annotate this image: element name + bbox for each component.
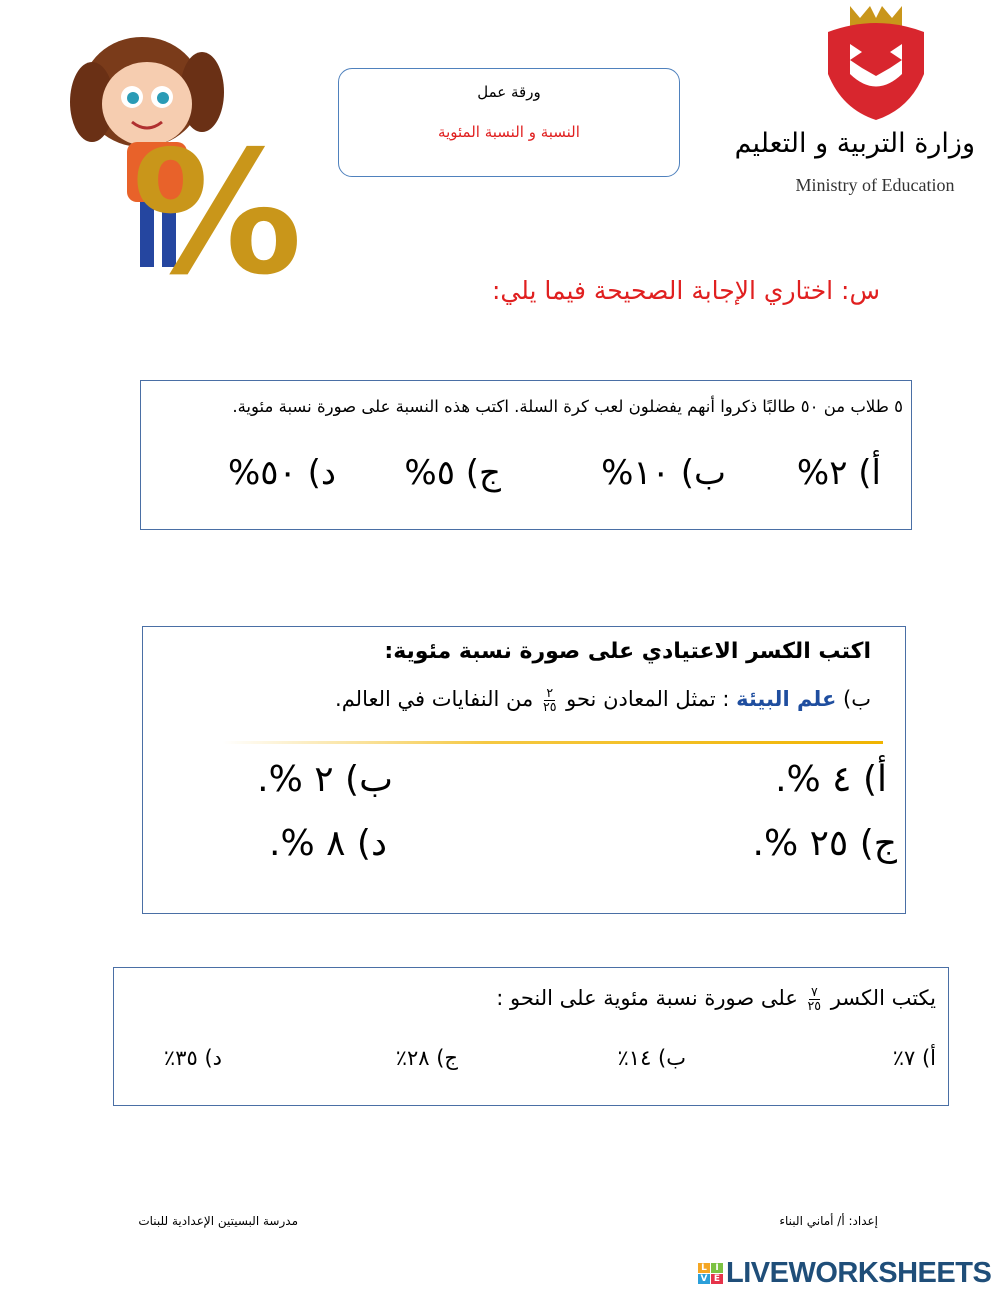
question-2-text [335,687,871,713]
badge-letter: V [698,1274,710,1284]
ministry-arabic-name: وزارة التربية و التعليم [734,128,975,159]
worksheet-topic: النسبة و النسبة المئوية [438,123,580,141]
q1-option-b[interactable]: ب) ١٠% [601,453,726,493]
q1-option-d[interactable]: د) ٥٠% [227,453,336,493]
q1-option-c[interactable]: ج) ٥% [404,453,501,493]
badge-letter: L [698,1263,710,1273]
q3-option-c[interactable]: ج) ٢٨٪ [395,1046,458,1070]
q2-option-d[interactable]: د) ٨ %. [269,823,387,864]
q3-fraction [808,986,822,1012]
worksheet-title-box [338,68,680,177]
author-credit: إعداد: أ/ أماني البناء [779,1214,878,1228]
q3-option-b[interactable]: ب) ١٤٪ [617,1046,686,1070]
q2-text-after: من النفايات في العالم. [335,687,534,712]
q2-option-b[interactable]: ب) ٢ %. [257,759,393,800]
q3-text-after: على صورة نسبة مئوية على النحو : [496,986,798,1011]
q2-highlight: علم البيئة [736,687,837,712]
question-1-box [140,380,912,530]
q2-fraction [543,687,557,713]
question-3-box [113,967,949,1106]
girl-percent-illustration [62,22,302,284]
fraction-numerator: ٧ [810,984,818,999]
fraction-denominator: ٢٥ [542,698,557,714]
q3-option-a[interactable]: أ) ٧٪ [892,1046,936,1070]
liveworksheets-logo [698,1257,991,1290]
question-2-box [142,626,906,914]
fraction-numerator: ٢ [546,685,554,700]
q3-option-d[interactable]: د) ٣٥٪ [163,1046,222,1070]
brand-name: LIVEWORKSHEETS [726,1257,992,1289]
q2-option-a[interactable]: أ) ٤ %. [775,759,887,800]
worksheet-label: ورقة عمل [477,83,541,101]
divider-line [223,741,883,744]
q2-text-before: : تمثل المعادن نحو [566,687,730,712]
question-1-text: ٥ طلاب من ٥٠ طالبًا ذكروا أنهم يفضلون لعب كرة السلة. اكتب هذه النسبة على صورة نسبة مئوية. [232,397,903,416]
badge-letter: E [711,1274,723,1284]
badge-letter: I [711,1263,723,1273]
question-2-title: اكتب الكسر الاعتيادي على صورة نسبة مئوية: [384,639,871,664]
svg-text:%: % [132,115,302,284]
q2-prefix: ب) [843,687,871,712]
instruction-heading: س: اختاري الإجابة الصحيحة فيما يلي: [491,276,880,305]
live-badge-icon [698,1263,723,1284]
bahrain-crest-logo [820,4,932,122]
question-3-text [496,986,936,1012]
ministry-english-name: Ministry of Education [795,175,955,195]
q2-option-c[interactable]: ج) ٢٥ %. [752,823,897,864]
school-name: مدرسة البسيتين الإعدادية للبنات [138,1214,298,1228]
q1-option-a[interactable]: أ) ٢% [796,453,881,493]
fraction-denominator: ٢٥ [807,997,822,1013]
q3-text-before: يكتب الكسر [830,986,936,1011]
